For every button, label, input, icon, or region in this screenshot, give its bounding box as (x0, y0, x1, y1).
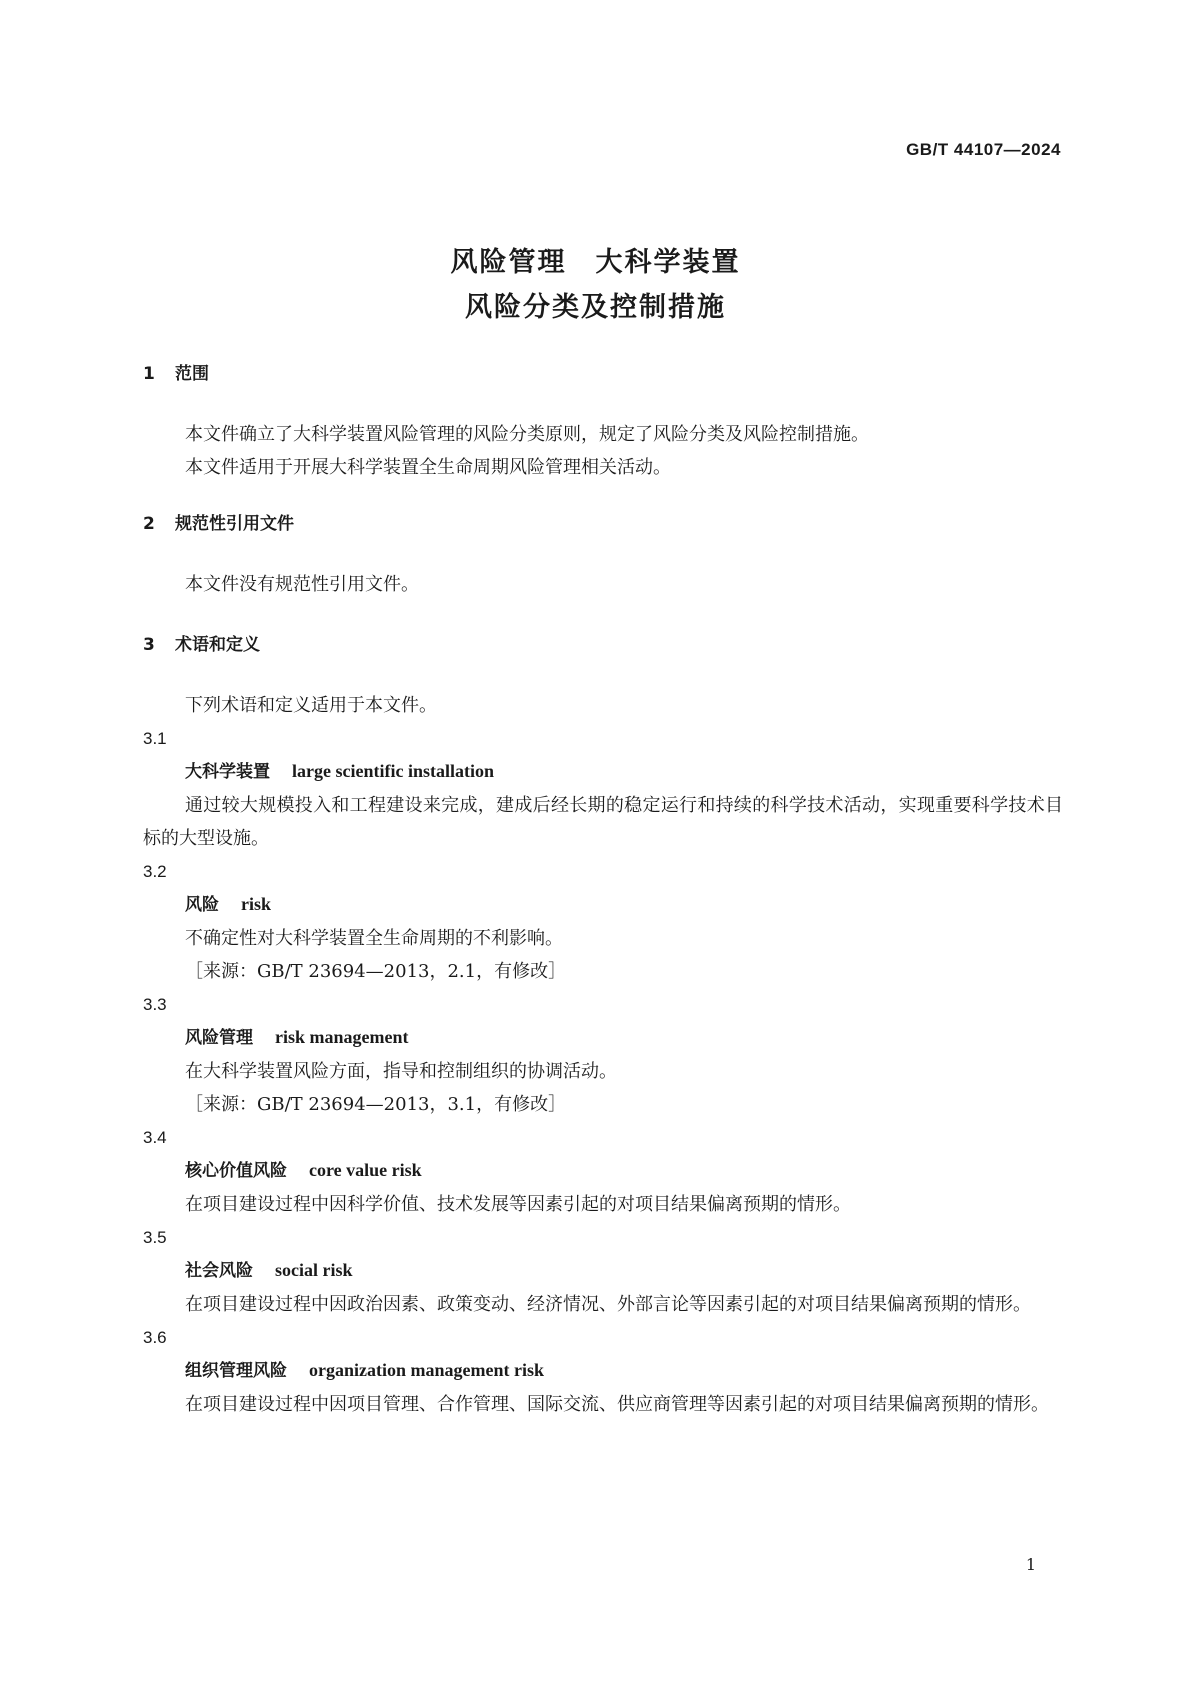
section-2 (143, 508, 1063, 541)
term-zh: 大科学装置 (185, 762, 270, 782)
section-1 (143, 358, 1063, 391)
standard-number: GB/T 44107—2024 (906, 140, 1061, 159)
term-en: core value risk (309, 1160, 422, 1180)
term-en: large scientific installation (292, 761, 494, 781)
term-en: organization management risk (309, 1360, 544, 1380)
section-3 (143, 629, 1063, 662)
section-title: 规范性引用文件 (175, 514, 294, 534)
section-heading (143, 358, 1063, 391)
section-3-body (143, 689, 1063, 1421)
term-definition: 在项目建设过程中因项目管理、合作管理、国际交流、供应商管理等因素引起的对项目结果偏离预期的情形。 (185, 1394, 1049, 1415)
paragraph: 本文件确立了大科学装置风险管理的风险分类原则，规定了风险分类及风险控制措施。 (185, 424, 869, 445)
term-zh: 风险管理 (185, 1028, 253, 1048)
term-zh: 风险 (185, 895, 219, 915)
term-en: risk (241, 894, 272, 914)
term-heading (143, 1154, 1063, 1188)
term-heading (143, 1021, 1063, 1055)
term-definition: 在项目建设过程中因政治因素、政策变动、经济情况、外部言论等因素引起的对项目结果偏离预期的情形。 (185, 1294, 1031, 1315)
term-zh: 组织管理风险 (185, 1361, 287, 1381)
term-en: social risk (275, 1260, 353, 1280)
paragraph: 本文件没有规范性引用文件。 (185, 574, 419, 595)
section-number: 3 (143, 635, 155, 655)
term-number: 3.5 (143, 1228, 167, 1247)
term-definition: 在项目建设过程中因科学价值、技术发展等因素引起的对项目结果偏离预期的情形。 (185, 1194, 851, 1215)
term-number: 3.1 (143, 729, 167, 748)
term-number: 3.2 (143, 862, 167, 881)
term-heading (143, 1254, 1063, 1288)
paragraph: 下列术语和定义适用于本文件。 (185, 695, 437, 716)
term-definition: 不确定性对大科学装置全生命周期的不利影响。 (185, 928, 563, 949)
term-heading (143, 755, 1063, 789)
term-zh: 核心价值风险 (185, 1161, 287, 1181)
term-definition: 通过较大规模投入和工程建设来完成，建成后经长期的稳定运行和持续的科学技术活动，实现重要科学技术目标的大型设施。 (143, 795, 1063, 849)
section-number: 1 (143, 364, 155, 384)
section-title: 术语和定义 (175, 635, 260, 655)
section-heading (143, 508, 1063, 541)
section-title: 范围 (175, 364, 209, 384)
term-zh: 社会风险 (185, 1261, 253, 1281)
term-heading (143, 1354, 1063, 1388)
term-source: ［来源：GB/T 23694—2013，3.1，有修改］ (185, 1094, 567, 1115)
term-definition: 在大科学装置风险方面，指导和控制组织的协调活动。 (185, 1061, 617, 1082)
section-heading (143, 629, 1063, 662)
section-1-body (143, 418, 1063, 484)
section-2-body (143, 568, 1063, 601)
section-number: 2 (143, 514, 155, 534)
term-source: ［来源：GB/T 23694—2013，2.1，有修改］ (185, 961, 567, 982)
paragraph: 本文件适用于开展大科学装置全生命周期风险管理相关活动。 (185, 457, 671, 478)
document-title-line-1: 风险管理 大科学装置 (450, 247, 741, 278)
page-number: 1 (1025, 1555, 1036, 1574)
document-title-line-2: 风险分类及控制措施 (465, 292, 726, 323)
term-en: risk management (275, 1027, 409, 1047)
term-number: 3.4 (143, 1128, 167, 1147)
term-number: 3.6 (143, 1328, 167, 1347)
term-heading (143, 888, 1063, 922)
term-number: 3.3 (143, 995, 167, 1014)
